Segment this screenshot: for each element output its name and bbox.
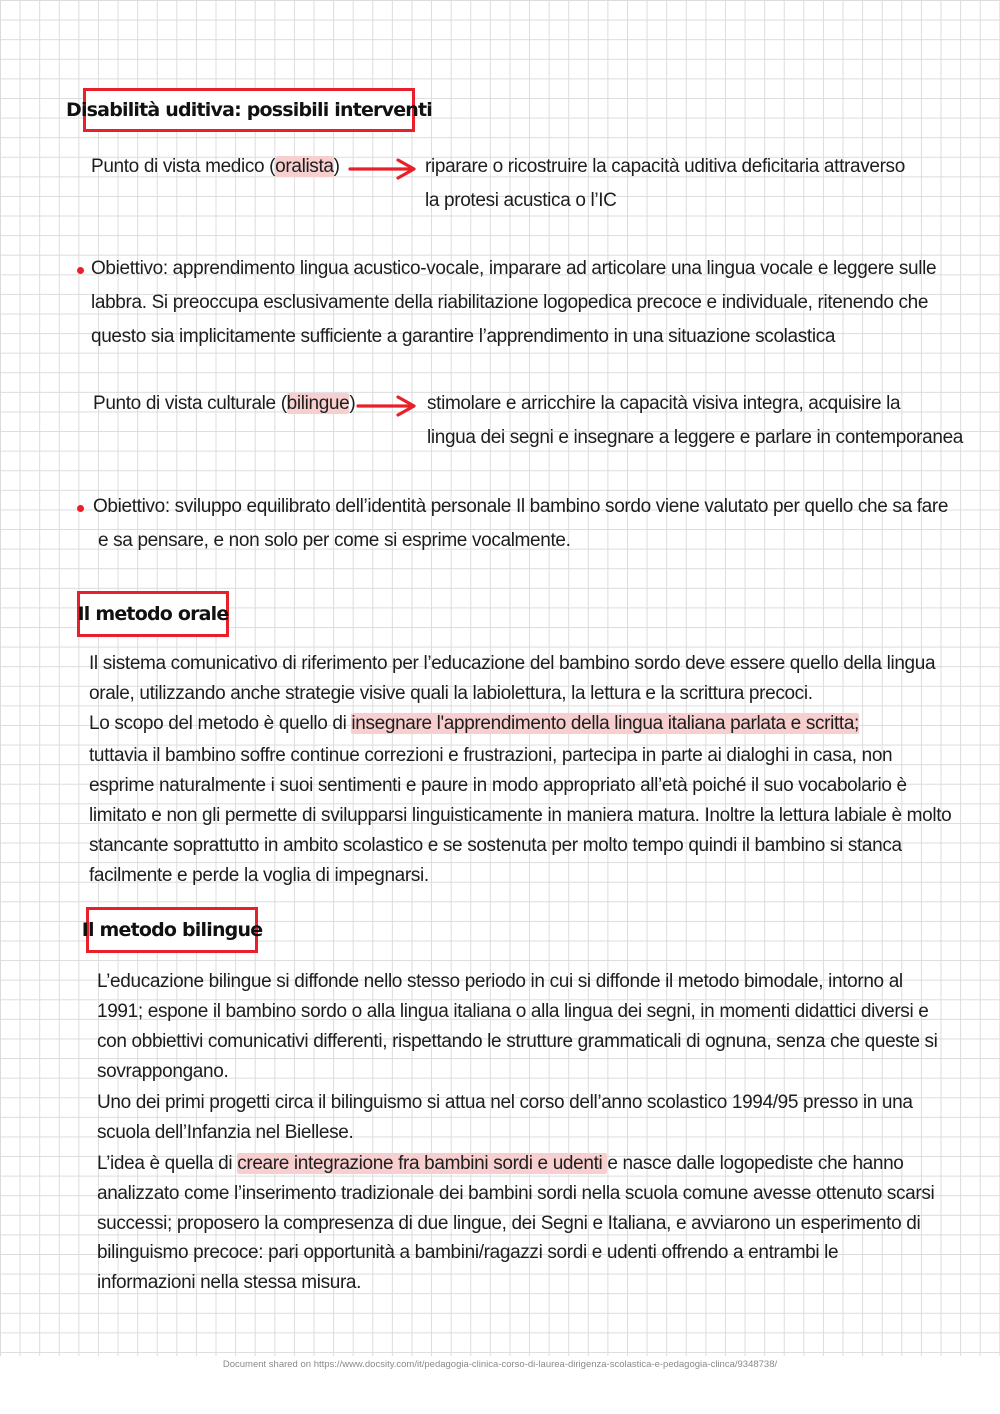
orale-line: stancante soprattutto in ambito scolastico e se sostenuta per molto tempo quindi il bambino si stanca (89, 835, 902, 856)
heading-oral-method: Il metodo orale (77, 591, 229, 637)
document-footer-link[interactable]: Document shared on https://www.docsity.com/it/pedagogia-clinica-corso-di-laurea-dirigenza-scolastica-e-pedagogia-clinca/9348738/ (222, 1359, 778, 1370)
bilingue-line: 1991; espone il bambino sordo o alla lingua italiana o alla lingua dei segni, in momenti didattici diversi e (97, 1001, 929, 1022)
heading-hearing-disability: Disabilità uditiva: possibili interventi (83, 88, 415, 132)
obiettivo1-line: questo sia implicitamente sufficiente a garantire l’apprendimento in una situazione scolastica (91, 326, 836, 347)
bullet-icon (77, 267, 84, 274)
bilingue-line: successi; proposero la compresenza di due lingue, dei Segni e Italiana, e avviarono un esperimento di (97, 1213, 921, 1234)
obiettivo1-line: Obiettivo: apprendimento lingua acustico-vocale, imparare ad articolare una lingua vocale e leggere sulle (91, 258, 937, 279)
orale-line-before: Lo scopo del metodo è quello di (89, 713, 352, 734)
culturale-label (93, 393, 355, 415)
medico-result-line: riparare o ricostruire la capacità uditiva deficitaria attraverso (425, 156, 905, 177)
arrow-right-icon (356, 394, 420, 418)
culturale-result-line: lingua dei segni e insegnare a leggere e parlare in contemporanea (427, 427, 964, 448)
orale-line: tuttavia il bambino soffre continue correzioni e frustrazioni, partecipa in parte ai dialoghi in casa, non (89, 745, 893, 766)
bilingue-line: informazioni nella stessa misura. (97, 1272, 362, 1293)
arrow-right-icon (348, 157, 420, 181)
medico-result-line: la protesi acustica o l’IC (425, 190, 617, 211)
bilingue-line: con obbiettivi comunicativi differenti, rispettando le strutture grammaticali di ognuna, senza che queste si (97, 1031, 938, 1052)
bilingue-line-before: L’idea è quella di (97, 1153, 238, 1174)
orale-line-highlight: insegnare l'apprendimento della lingua italiana parlata e scritta; (351, 713, 859, 734)
orale-line: Il sistema comunicativo di riferimento per l’educazione del bambino sordo deve essere quello della lingua (89, 653, 936, 674)
bullet-icon (77, 505, 84, 512)
bilingue-line (97, 1153, 904, 1175)
bilingue-line: analizzato come l’inserimento tradizionale dei bambini sordi nella scuola comune avesse ottenuto scarsi (97, 1183, 935, 1204)
medico-label (91, 156, 340, 178)
bilingue-line: Uno dei primi progetti circa il bilinguismo si attua nel corso dell’anno scolastico 1994/95 presso in una (97, 1092, 913, 1113)
bilingue-line: L’educazione bilingue si diffonde nello stesso periodo in cui si diffonde il metodo bimodale, intorno al (97, 971, 903, 992)
orale-line: facilmente e perde la voglia di impegnarsi. (89, 865, 429, 886)
culturale-label-highlight: bilingue (286, 393, 350, 414)
obiettivo2-line: e sa pensare, e non solo per come si esprime vocalmente. (98, 530, 571, 551)
obiettivo2-line: Obiettivo: sviluppo equilibrato dell’identità personale Il bambino sordo viene valutato per quello che sa fare (93, 496, 949, 517)
bilingue-line-after: e nasce dalle logopediste che hanno (607, 1153, 904, 1174)
culturale-result-line: stimolare e arricchire la capacità visiva integra, acquisire la (427, 393, 901, 414)
bilingue-line-highlight: creare integrazione fra bambini sordi e udenti (237, 1153, 608, 1174)
obiettivo1-line: labbra. Si preoccupa esclusivamente della riabilitazione logopedica precoce e individuale, ritenendo che (91, 292, 929, 313)
bilingue-line: scuola dell’Infanzia nel Biellese. (97, 1122, 354, 1143)
orale-line: orale, utilizzando anche strategie visive quali la labiolettura, la lettura e la scrittura precoci. (89, 683, 813, 704)
orale-line: limitato e non gli permette di svilupparsi linguisticamente in maniera matura. Inoltre la lettura labiale è molto (89, 805, 952, 826)
culturale-label-before: Punto di vista culturale ( (93, 393, 287, 414)
heading-bilingual-method: Il metodo bilingue (86, 907, 258, 953)
culturale-label-after: ) (349, 393, 356, 414)
medico-label-highlight: oralista (275, 156, 334, 177)
medico-label-after: ) (333, 156, 340, 177)
orale-line (89, 713, 859, 735)
medico-label-before: Punto di vista medico ( (91, 156, 276, 177)
bilingue-line: bilinguismo precoce: pari opportunità a bambini/ragazzi sordi e udenti offrendo a entrambi le (97, 1242, 839, 1263)
bilingue-line: sovrappongano. (97, 1061, 229, 1082)
orale-line: esprime naturalmente i suoi sentimenti e paure in modo appropriato all’età poiché il suo vocabolario è (89, 775, 907, 796)
